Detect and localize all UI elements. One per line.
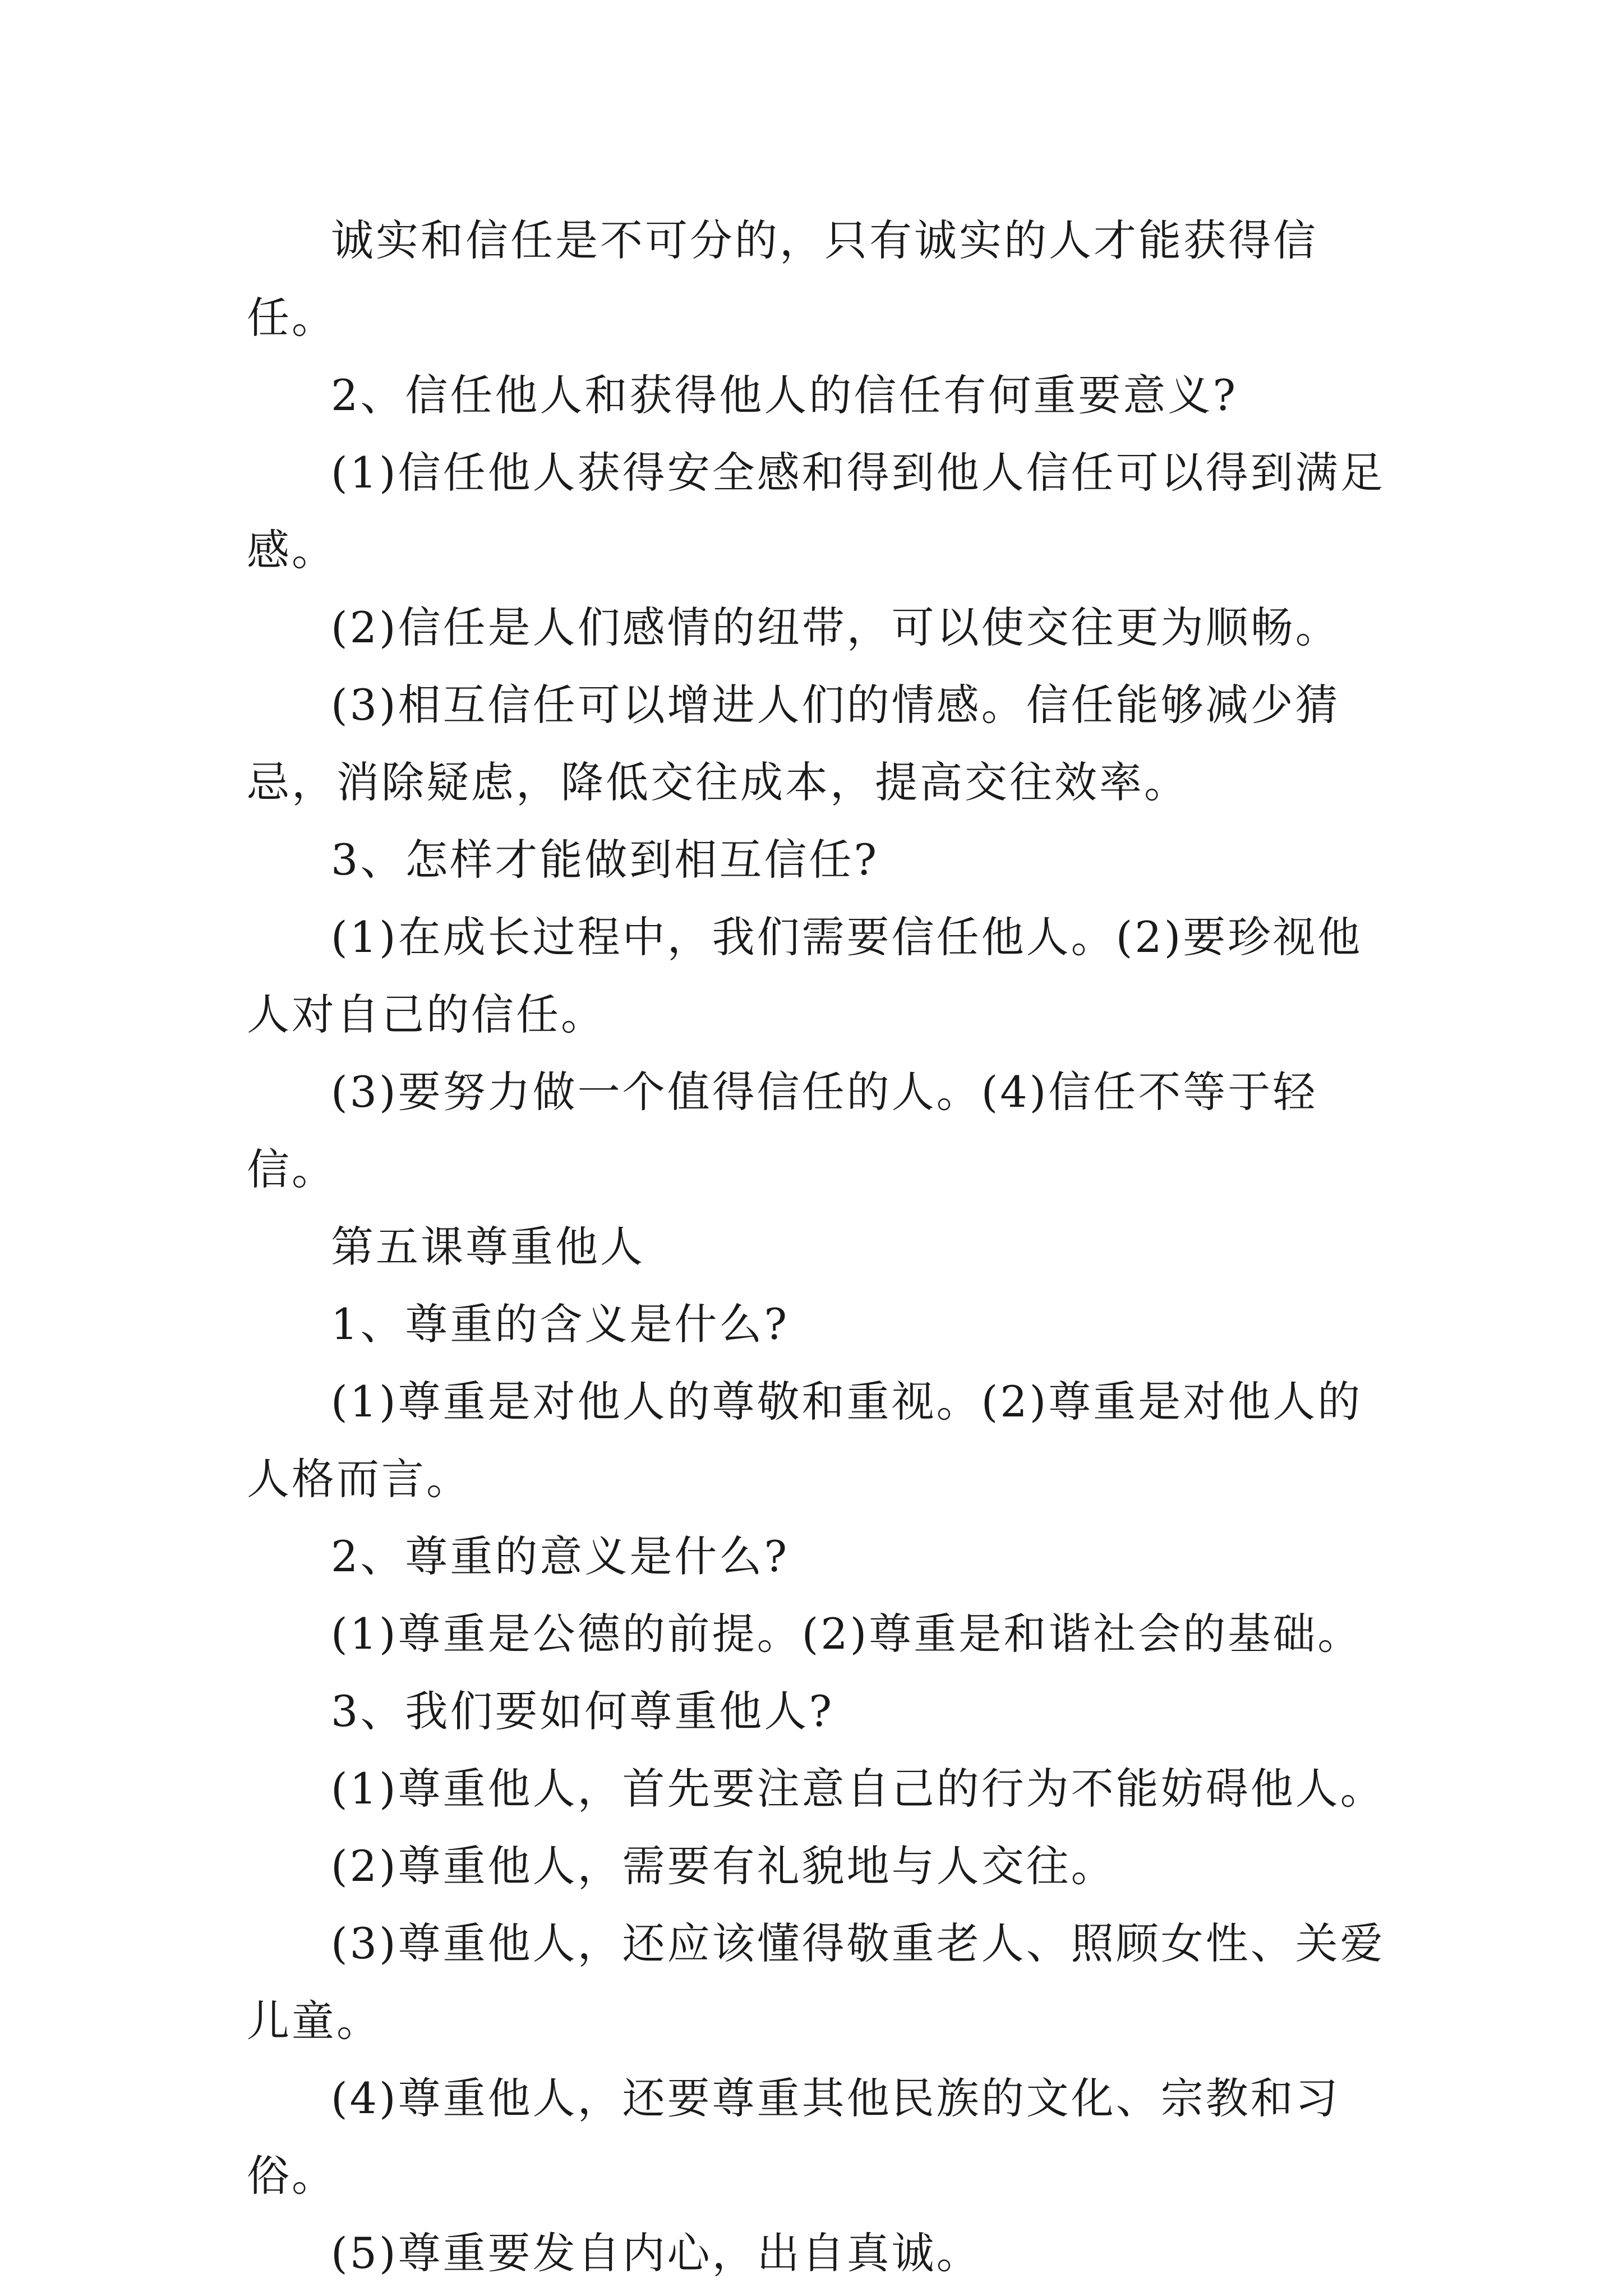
paragraph: (2)尊重他人，需要有礼貌地与人交往。 <box>331 1841 1116 1891</box>
paragraph: (4)尊重他人，还要尊重其他民族的文化、宗教和习俗。 <box>247 2073 1340 2201</box>
document-body <box>247 202 1402 2292</box>
question-heading: 3、我们要如何尊重他人? <box>331 1686 834 1736</box>
paragraph: (3)要努力做一个值得信任的人。(4)信任不等于轻信。 <box>247 1067 1318 1194</box>
question-heading: 2、尊重的意义是什么? <box>331 1531 790 1581</box>
question-heading: 3、怎样才能做到相互信任? <box>331 835 879 885</box>
paragraph: (1)尊重是对他人的尊敬和重视。(2)尊重是对他人的人格而言。 <box>247 1377 1363 1504</box>
paragraph: (1)在成长过程中，我们需要信任他人。(2)要珍视他人对自己的信任。 <box>247 912 1363 1039</box>
paragraph: (3)尊重他人，还应该懂得敬重老人、照顾女性、关爱儿童。 <box>247 1918 1385 2046</box>
paragraph: (3)相互信任可以增进人们的情感。信任能够减少猜忌，消除疑虑，降低交往成本，提高交往效率。 <box>247 680 1340 807</box>
question-heading: 2、信任他人和获得他人的信任有何重要意义? <box>331 370 1238 420</box>
paragraph: (1)尊重他人，首先要注意自己的行为不能妨碍他人。 <box>331 1764 1385 1814</box>
paragraph: (5)尊重要发自内心，出自真诚。 <box>331 2228 981 2278</box>
lesson-title: 第五课尊重他人 <box>331 1222 645 1272</box>
question-heading: 1、尊重的含义是什么? <box>331 1299 790 1349</box>
paragraph: (1)信任他人获得安全感和得到他人信任可以得到满足感。 <box>247 448 1385 575</box>
paragraph: (1)尊重是公德的前提。(2)尊重是和谐社会的基础。 <box>331 1609 1363 1659</box>
paragraph: 诚实和信任是不可分的，只有诚实的人才能获得信任。 <box>247 215 1318 343</box>
paragraph: (2)信任是人们感情的纽带，可以使交往更为顺畅。 <box>331 602 1340 652</box>
